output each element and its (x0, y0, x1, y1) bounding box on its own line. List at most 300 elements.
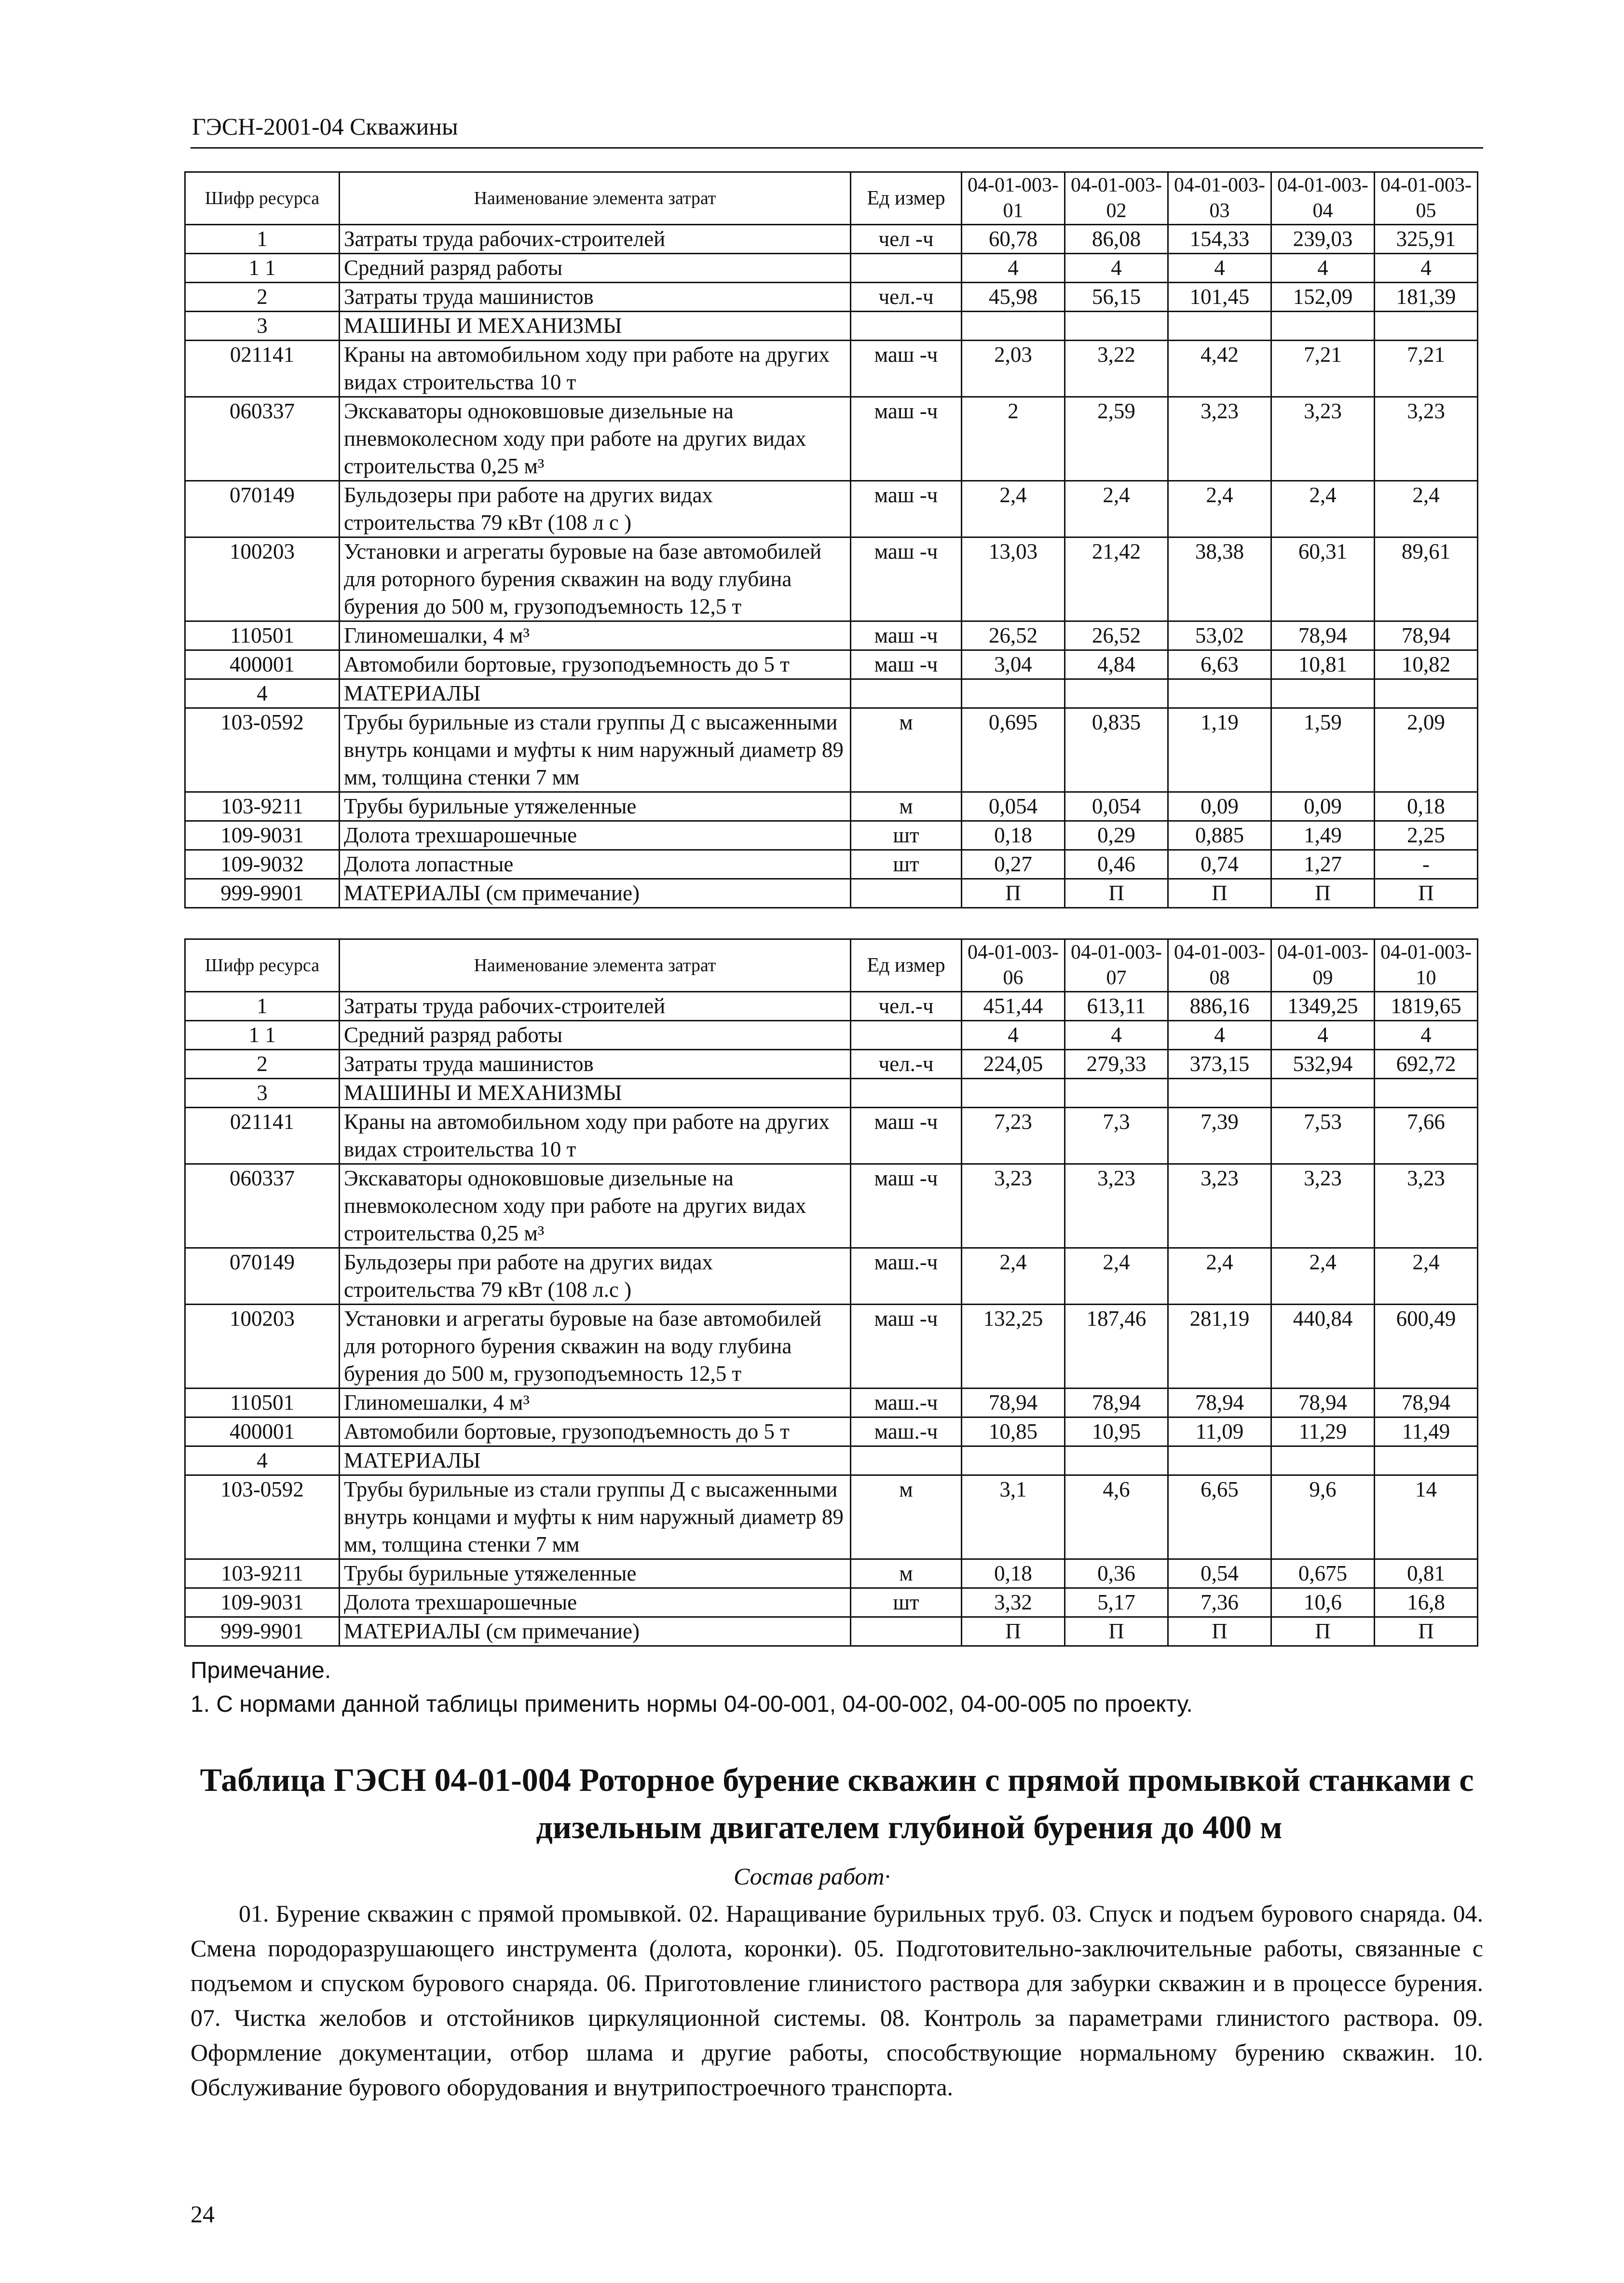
resource-code-cell: 110501 (185, 621, 340, 650)
header-norm-code: 04-01-003-02 (1065, 172, 1168, 225)
value-cell: 14 (1375, 1475, 1478, 1559)
value-cell (1065, 312, 1168, 341)
value-cell: 3,23 (1168, 397, 1271, 481)
value-cell: 3,23 (1271, 397, 1375, 481)
value-cell: 56,15 (1065, 283, 1168, 312)
resource-code-cell: 021141 (185, 1108, 340, 1164)
unit-cell (851, 1446, 962, 1475)
unit-cell (851, 679, 962, 708)
value-cell: 7,21 (1375, 341, 1478, 397)
value-cell: - (1375, 850, 1478, 879)
value-cell: 78,94 (1271, 1389, 1375, 1417)
value-cell: 0,054 (962, 792, 1065, 821)
value-cell: 281,19 (1168, 1305, 1271, 1389)
resource-name-cell: Затраты труда машинистов (340, 1050, 851, 1079)
value-cell (1271, 679, 1375, 708)
value-cell: 60,31 (1271, 537, 1375, 621)
value-cell: 2,4 (1065, 1248, 1168, 1305)
resource-name-cell: Долота трехшарошечные (340, 1588, 851, 1617)
value-cell: П (962, 1617, 1065, 1646)
unit-cell: маш -ч (851, 1108, 962, 1164)
value-cell: 10,81 (1271, 650, 1375, 679)
value-cell (962, 1446, 1065, 1475)
value-cell: 21,42 (1065, 537, 1168, 621)
value-cell: 4 (1168, 254, 1271, 283)
header-unit: Ед измер (851, 939, 962, 992)
resource-code-cell: 4 (185, 1446, 340, 1475)
value-cell: 3,1 (962, 1475, 1065, 1559)
unit-cell: маш -ч (851, 537, 962, 621)
header-divider (191, 147, 1483, 149)
value-cell: 7,53 (1271, 1108, 1375, 1164)
value-cell: 78,94 (962, 1389, 1065, 1417)
value-cell: 10,85 (962, 1417, 1065, 1446)
table-row (185, 1559, 1478, 1588)
value-cell (962, 312, 1065, 341)
unit-cell: маш -ч (851, 397, 962, 481)
table-row (185, 481, 1478, 537)
resource-code-cell: 1 1 (185, 254, 340, 283)
value-cell: 3,23 (1375, 1164, 1478, 1248)
table-row (185, 1305, 1478, 1389)
value-cell: 0,695 (962, 708, 1065, 792)
unit-cell (851, 1079, 962, 1108)
table-row (185, 1475, 1478, 1559)
unit-cell: чел.-ч (851, 1050, 962, 1079)
unit-cell: маш -ч (851, 621, 962, 650)
resource-code-cell: 060337 (185, 1164, 340, 1248)
resource-code-cell: 109-9031 (185, 1588, 340, 1617)
unit-cell (851, 254, 962, 283)
value-cell: 0,18 (962, 1559, 1065, 1588)
value-cell: 78,94 (1065, 1389, 1168, 1417)
unit-cell: шт (851, 821, 962, 850)
resource-code-cell: 400001 (185, 650, 340, 679)
unit-cell: чел.-ч (851, 283, 962, 312)
header-name: Наименование элемента затрат (340, 172, 851, 225)
value-cell: 0,36 (1065, 1559, 1168, 1588)
value-cell: 11,29 (1271, 1417, 1375, 1446)
value-cell: 2,4 (962, 1248, 1065, 1305)
table-row (185, 879, 1478, 908)
value-cell: 3,23 (1271, 1164, 1375, 1248)
value-cell: 2 (962, 397, 1065, 481)
table-row (185, 708, 1478, 792)
value-cell: 451,44 (962, 992, 1065, 1021)
value-cell: 4 (1375, 254, 1478, 283)
resource-name-cell: Затраты труда рабочих-строителей (340, 992, 851, 1021)
value-cell (962, 679, 1065, 708)
value-cell: 325,91 (1375, 225, 1478, 254)
resource-code-cell: 070149 (185, 1248, 340, 1305)
resource-name-cell: Трубы бурильные из стали группы Д с высаженными внутрь концами и муфты к ним наружный диаметр 89 мм, толщина стенки 7 мм (340, 708, 851, 792)
value-cell: П (962, 879, 1065, 908)
value-cell: 26,52 (1065, 621, 1168, 650)
value-cell: 53,02 (1168, 621, 1271, 650)
table-row (185, 850, 1478, 879)
value-cell (1065, 1079, 1168, 1108)
resource-code-cell: 110501 (185, 1389, 340, 1417)
value-cell: 2,4 (1375, 481, 1478, 537)
value-cell: 4,84 (1065, 650, 1168, 679)
resource-code-cell: 999-9901 (185, 1617, 340, 1646)
value-cell: 78,94 (1375, 1389, 1478, 1417)
resource-name-cell: МАШИНЫ И МЕХАНИЗМЫ (340, 312, 851, 341)
note-title: Примечание. (191, 1658, 331, 1683)
table-row (185, 254, 1478, 283)
value-cell (1375, 1446, 1478, 1475)
value-cell: П (1375, 1617, 1478, 1646)
value-cell: 7,3 (1065, 1108, 1168, 1164)
table-row (185, 225, 1478, 254)
unit-cell: м (851, 1475, 962, 1559)
value-cell: 239,03 (1271, 225, 1375, 254)
value-cell: 2,25 (1375, 821, 1478, 850)
value-cell: 187,46 (1065, 1305, 1168, 1389)
resource-code-cell: 103-9211 (185, 1559, 340, 1588)
value-cell: 886,16 (1168, 992, 1271, 1021)
table-row (185, 650, 1478, 679)
value-cell: 101,45 (1168, 283, 1271, 312)
table-header-row (185, 172, 1478, 225)
header-norm-code: 04-01-003-05 (1375, 172, 1478, 225)
value-cell: 0,885 (1168, 821, 1271, 850)
value-cell: 2,09 (1375, 708, 1478, 792)
table-row (185, 1389, 1478, 1417)
table-row (185, 1050, 1478, 1079)
resource-name-cell: МАТЕРИАЛЫ (см примечание) (340, 1617, 851, 1646)
value-cell: 13,03 (962, 537, 1065, 621)
resource-name-cell: Трубы бурильные утяжеленные (340, 1559, 851, 1588)
value-cell: 440,84 (1271, 1305, 1375, 1389)
value-cell: 4 (1271, 254, 1375, 283)
value-cell: 5,17 (1065, 1588, 1168, 1617)
table-body (185, 992, 1478, 1646)
value-cell: 78,94 (1271, 621, 1375, 650)
value-cell: 1819,65 (1375, 992, 1478, 1021)
table-row (185, 1588, 1478, 1617)
resource-name-cell: МАШИНЫ И МЕХАНИЗМЫ (340, 1079, 851, 1108)
resource-name-cell: Установки и агрегаты буровые на базе автомобилей для роторного бурения скважин на воду глубина бурения до 500 м, грузоподъемность 12,5 т (340, 537, 851, 621)
page-number: 24 (191, 2200, 215, 2228)
resource-code-cell: 109-9032 (185, 850, 340, 879)
value-cell: 78,94 (1168, 1389, 1271, 1417)
resource-name-cell: Бульдозеры при работе на других видах строительства 79 кВт (108 л.с ) (340, 1248, 851, 1305)
value-cell: 613,11 (1065, 992, 1168, 1021)
unit-cell: м (851, 792, 962, 821)
header-norm-code: 04-01-003-06 (962, 939, 1065, 992)
value-cell: 7,39 (1168, 1108, 1271, 1164)
resource-code-cell: 021141 (185, 341, 340, 397)
resource-code-cell: 1 1 (185, 1021, 340, 1050)
resource-name-cell: МАТЕРИАЛЫ (340, 1446, 851, 1475)
value-cell: 4 (1065, 1021, 1168, 1050)
value-cell: П (1168, 879, 1271, 908)
value-cell: 4 (1168, 1021, 1271, 1050)
section-title-line-2: дизельным двигателем глубиной бурения до 400 м (536, 1809, 1283, 1845)
resource-code-cell: 3 (185, 1079, 340, 1108)
header-norm-code: 04-01-003-10 (1375, 939, 1478, 992)
table-row (185, 1108, 1478, 1164)
value-cell: 1,19 (1168, 708, 1271, 792)
unit-cell: чел -ч (851, 225, 962, 254)
unit-cell (851, 312, 962, 341)
value-cell (1168, 312, 1271, 341)
value-cell: 692,72 (1375, 1050, 1478, 1079)
value-cell: 181,39 (1375, 283, 1478, 312)
resource-code-cell: 070149 (185, 481, 340, 537)
resource-name-cell: Трубы бурильные утяжеленные (340, 792, 851, 821)
unit-cell: шт (851, 1588, 962, 1617)
header-code: Шифр ресурса (185, 172, 340, 225)
value-cell: 4 (962, 1021, 1065, 1050)
resource-code-cell: 103-9211 (185, 792, 340, 821)
value-cell: П (1271, 879, 1375, 908)
value-cell: 373,15 (1168, 1050, 1271, 1079)
work-composition-text: 01. Бурение скважин с прямой промывкой. 02. Наращивание бурильных труб. 03. Спуск и подъем бурового снаряда. 04. Смена породоразрушающего инструмента (долота, коронки). 05. Подготовительно-заключительные работы, связанные с подъемом и спуском бурового снаряда. 06. Приготовление глинистого раствора для забурки скважин и в процессе бурения. 07. Чистка желобов и отстойников циркуляционной системы. 08. Контроль за параметрами глинистого раствора. 09. Оформление документации, отбор шлама и другие работы, способствующие нормальному бурению скважин. 10. Обслуживание бурового оборудования и внутрипостроечного транспорта. (191, 1900, 1483, 2101)
value-cell: 279,33 (1065, 1050, 1168, 1079)
resource-name-cell: Долота трехшарошечные (340, 821, 851, 850)
value-cell: 10,6 (1271, 1588, 1375, 1617)
value-cell: 6,65 (1168, 1475, 1271, 1559)
resource-name-cell: Трубы бурильные из стали группы Д с высаженными внутрь концами и муфты к ним наружный диаметр 89 мм, толщина стенки 7 мм (340, 1475, 851, 1559)
unit-cell: маш -ч (851, 1164, 962, 1248)
table-row (185, 1446, 1478, 1475)
resource-code-cell: 1 (185, 225, 340, 254)
unit-cell: маш -ч (851, 650, 962, 679)
value-cell: 60,78 (962, 225, 1065, 254)
value-cell: 2,03 (962, 341, 1065, 397)
unit-cell: маш.-ч (851, 1417, 962, 1446)
unit-cell: маш -ч (851, 341, 962, 397)
value-cell: 86,08 (1065, 225, 1168, 254)
table-row (185, 1079, 1478, 1108)
table-row (185, 1248, 1478, 1305)
resource-name-cell: Экскаваторы одноковшовые дизельные на пневмоколесном ходу при работе на других видах строительства 0,25 м³ (340, 397, 851, 481)
table-row (185, 621, 1478, 650)
resource-code-cell: 2 (185, 1050, 340, 1079)
value-cell: 1,49 (1271, 821, 1375, 850)
norms-table-1 (184, 171, 1478, 908)
value-cell: 3,23 (1168, 1164, 1271, 1248)
value-cell: 2,4 (1271, 481, 1375, 537)
table-row (185, 679, 1478, 708)
table-row (185, 341, 1478, 397)
value-cell: 2,4 (962, 481, 1065, 537)
unit-cell: м (851, 1559, 962, 1588)
work-composition-title: Состав работ· (734, 1863, 890, 1890)
resource-code-cell: 100203 (185, 1305, 340, 1389)
header-norm-code: 04-01-003-09 (1271, 939, 1375, 992)
header-norm-code: 04-01-003-01 (962, 172, 1065, 225)
value-cell (1271, 312, 1375, 341)
resource-code-cell: 103-0592 (185, 708, 340, 792)
resource-name-cell: Затраты труда рабочих-строителей (340, 225, 851, 254)
resource-code-cell: 103-0592 (185, 1475, 340, 1559)
table-row (185, 397, 1478, 481)
value-cell: 152,09 (1271, 283, 1375, 312)
value-cell: 10,82 (1375, 650, 1478, 679)
resource-name-cell: Долота лопастные (340, 850, 851, 879)
table-header-row (185, 939, 1478, 992)
value-cell: 532,94 (1271, 1050, 1375, 1079)
unit-cell: маш -ч (851, 481, 962, 537)
value-cell: 2,59 (1065, 397, 1168, 481)
value-cell: 3,32 (962, 1588, 1065, 1617)
resource-name-cell: Затраты труда машинистов (340, 283, 851, 312)
value-cell (1168, 1446, 1271, 1475)
value-cell: 7,23 (962, 1108, 1065, 1164)
value-cell: 600,49 (1375, 1305, 1478, 1389)
value-cell: 0,54 (1168, 1559, 1271, 1588)
value-cell: 26,52 (962, 621, 1065, 650)
value-cell: 4 (962, 254, 1065, 283)
value-cell: 0,29 (1065, 821, 1168, 850)
resource-code-cell: 1 (185, 992, 340, 1021)
resource-name-cell: Краны на автомобильном ходу при работе на других видах строительства 10 т (340, 341, 851, 397)
value-cell: 1349,25 (1271, 992, 1375, 1021)
resource-code-cell: 2 (185, 283, 340, 312)
resource-name-cell: МАТЕРИАЛЫ (см примечание) (340, 879, 851, 908)
value-cell: 11,49 (1375, 1417, 1478, 1446)
value-cell: 0,18 (962, 821, 1065, 850)
table-row (185, 1617, 1478, 1646)
value-cell: 132,25 (962, 1305, 1065, 1389)
value-cell: 4 (1271, 1021, 1375, 1050)
unit-cell (851, 1021, 962, 1050)
value-cell (1271, 1446, 1375, 1475)
resource-name-cell: Краны на автомобильном ходу при работе на других видах строительства 10 т (340, 1108, 851, 1164)
value-cell: 0,09 (1168, 792, 1271, 821)
unit-cell: маш -ч (851, 1305, 962, 1389)
resource-code-cell: 3 (185, 312, 340, 341)
resource-code-cell: 400001 (185, 1417, 340, 1446)
value-cell (1065, 679, 1168, 708)
table-row (185, 1021, 1478, 1050)
table-row (185, 312, 1478, 341)
value-cell: 7,66 (1375, 1108, 1478, 1164)
unit-cell (851, 879, 962, 908)
table-row (185, 821, 1478, 850)
header-unit: Ед измер (851, 172, 962, 225)
unit-cell: м (851, 708, 962, 792)
table-row (185, 537, 1478, 621)
value-cell: 3,23 (1065, 1164, 1168, 1248)
value-cell: 0,835 (1065, 708, 1168, 792)
resource-name-cell: Средний разряд работы (340, 1021, 851, 1050)
value-cell: 2,4 (1168, 481, 1271, 537)
table-row (185, 283, 1478, 312)
value-cell: 0,09 (1271, 792, 1375, 821)
value-cell: 0,74 (1168, 850, 1271, 879)
value-cell (1271, 1079, 1375, 1108)
value-cell: 3,23 (962, 1164, 1065, 1248)
unit-cell (851, 1617, 962, 1646)
resource-name-cell: МАТЕРИАЛЫ (340, 679, 851, 708)
table-body (185, 225, 1478, 908)
resource-name-cell: Средний разряд работы (340, 254, 851, 283)
resource-code-cell: 100203 (185, 537, 340, 621)
unit-cell: чел.-ч (851, 992, 962, 1021)
value-cell: 3,22 (1065, 341, 1168, 397)
value-cell: 4,6 (1065, 1475, 1168, 1559)
table-row (185, 992, 1478, 1021)
value-cell: 2,4 (1168, 1248, 1271, 1305)
resource-name-cell: Глиномешалки, 4 м³ (340, 1389, 851, 1417)
section-title (191, 1756, 1483, 1851)
value-cell: 3,04 (962, 650, 1065, 679)
value-cell: 3,23 (1375, 397, 1478, 481)
value-cell: 0,675 (1271, 1559, 1375, 1588)
header-norm-code: 04-01-003-08 (1168, 939, 1271, 992)
value-cell (1375, 312, 1478, 341)
value-cell: 45,98 (962, 283, 1065, 312)
value-cell: 0,18 (1375, 792, 1478, 821)
table-row (185, 792, 1478, 821)
value-cell: 11,09 (1168, 1417, 1271, 1446)
table-row (185, 1164, 1478, 1248)
value-cell: 4,42 (1168, 341, 1271, 397)
header-norm-code: 04-01-003-03 (1168, 172, 1271, 225)
value-cell: 4 (1375, 1021, 1478, 1050)
section-title-line-1: Таблица ГЭСН 04-01-004 Роторное бурение скважин с прямой промывкой станками с (200, 1761, 1474, 1798)
value-cell: 1,59 (1271, 708, 1375, 792)
value-cell: 0,054 (1065, 792, 1168, 821)
value-cell: 7,21 (1271, 341, 1375, 397)
value-cell: 224,05 (962, 1050, 1065, 1079)
value-cell: 6,63 (1168, 650, 1271, 679)
value-cell (1375, 1079, 1478, 1108)
header-norm-code: 04-01-003-04 (1271, 172, 1375, 225)
value-cell: 10,95 (1065, 1417, 1168, 1446)
value-cell (1065, 1446, 1168, 1475)
value-cell: 16,8 (1375, 1588, 1478, 1617)
value-cell: 2,4 (1271, 1248, 1375, 1305)
value-cell (1168, 679, 1271, 708)
value-cell: 89,61 (1375, 537, 1478, 621)
value-cell: П (1375, 879, 1478, 908)
table-row (185, 1417, 1478, 1446)
value-cell (962, 1079, 1065, 1108)
value-cell: 4 (1065, 254, 1168, 283)
resource-name-cell: Экскаваторы одноковшовые дизельные на пневмоколесном ходу при работе на других видах строительства 0,25 м³ (340, 1164, 851, 1248)
value-cell: 1,27 (1271, 850, 1375, 879)
running-header: ГЭСН-2001-04 Скважины (192, 113, 458, 140)
resource-name-cell: Глиномешалки, 4 м³ (340, 621, 851, 650)
unit-cell: маш.-ч (851, 1389, 962, 1417)
resource-code-cell: 109-9031 (185, 821, 340, 850)
resource-name-cell: Бульдозеры при работе на других видах строительства 79 кВт (108 л с ) (340, 481, 851, 537)
value-cell: 0,81 (1375, 1559, 1478, 1588)
resource-code-cell: 4 (185, 679, 340, 708)
value-cell: 0,27 (962, 850, 1065, 879)
note-text: 1. С нормами данной таблицы применить нормы 04-00-001, 04-00-002, 04-00-005 по проекту. (191, 1692, 1193, 1717)
norms-table-2 (184, 938, 1478, 1647)
value-cell: П (1168, 1617, 1271, 1646)
header-norm-code: 04-01-003-07 (1065, 939, 1168, 992)
header-code: Шифр ресурса (185, 939, 340, 992)
resource-name-cell: Установки и агрегаты буровые на базе автомобилей для роторного бурения скважин на воду глубина бурения до 500 м, грузоподъемность 12,5 т (340, 1305, 851, 1389)
resource-code-cell: 999-9901 (185, 879, 340, 908)
value-cell: 0,46 (1065, 850, 1168, 879)
value-cell: 38,38 (1168, 537, 1271, 621)
resource-code-cell: 060337 (185, 397, 340, 481)
value-cell: 78,94 (1375, 621, 1478, 650)
resource-name-cell: Автомобили бортовые, грузоподъемность до 5 т (340, 650, 851, 679)
value-cell: 7,36 (1168, 1588, 1271, 1617)
unit-cell: маш.-ч (851, 1248, 962, 1305)
value-cell (1168, 1079, 1271, 1108)
